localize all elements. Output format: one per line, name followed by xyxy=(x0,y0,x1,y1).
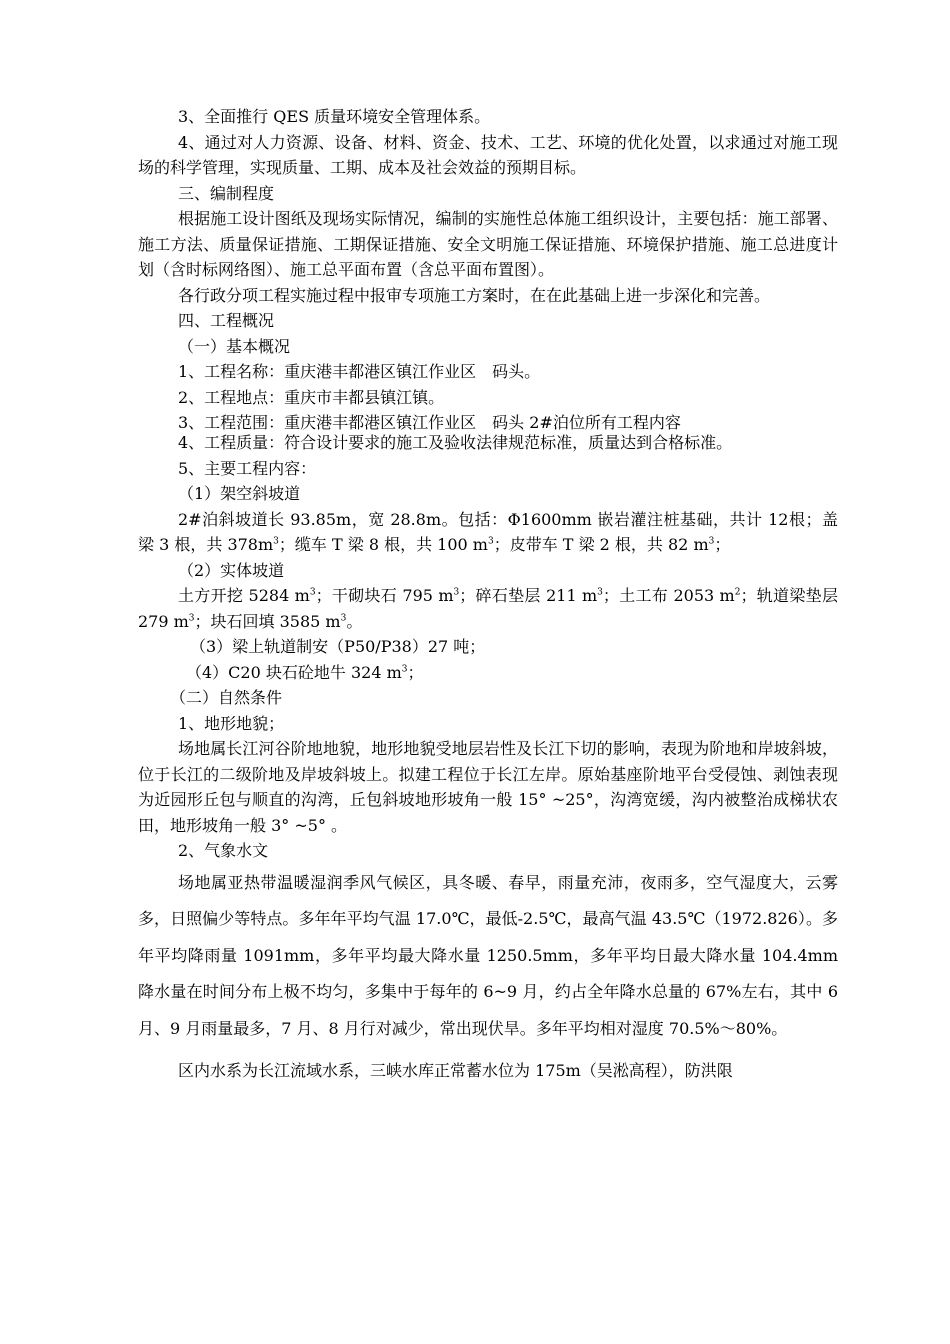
concrete-anchor: （4）C20 块石砼地牛 324 $m^3$； xyxy=(186,662,424,682)
main-works-heading: 5、主要工程内容： xyxy=(178,458,317,478)
heading-natural-conditions: （二）自然条件 xyxy=(170,688,283,707)
rail-installation: （3）梁上轨道制安（P50/P38）27 吨； xyxy=(190,637,486,656)
project-location: 2、工程地点：重庆市丰都县镇江镇。 xyxy=(178,387,445,407)
elevated-slope-content: 2#泊斜坡道长 93.85m，宽 28.8m。包括：Φ1600mm 嵌岩灌注桩基础，共计 12根；盖梁 3 根，共 $378m^3$；缆车 T 梁 8 根，共 100 $m^3$；皮带车 T 梁 2 根，共 82 $m^3$； xyxy=(138,509,838,554)
project-quality: 4、工程质量：符合设计要求的施工及验收法律规范标准，质量达到合格标准。 xyxy=(178,433,733,452)
solid-slope-content: 土方开挖 5284 $m^3$；干砌块石 795 $m^3$；碎石垫层 211 $m^3$；土工布 2053 $m^2$；轨道梁垫层 279 $m^3$；块石回填 3585 $m^3$。 xyxy=(138,586,838,631)
paragraph-hydrology: 区内水系为长江流域水系，三峡水库正常蓄水位为 175m（吴淞高程），防洪限 xyxy=(178,1061,733,1080)
paragraph-optimization: 4、通过对人力资源、设备、材料、资金、技术、工艺、环境的优化处置，以求通过对施工现场的科学管理，实现质量、工期、成本及社会效益的预期目标。 xyxy=(138,132,838,177)
paragraph-compilation-basis: 根据施工设计图纸及现场实际情况，编制的实施性总体施工组织设计，主要包括：施工部署、施工方法、质量保证措施、工期保证措施、安全文明施工保证措施、环境保护措施、施工总进度计划（含时标网络图）、施工总平面布置（含总平面布置图）。 xyxy=(138,209,838,279)
project-scope xyxy=(138,410,838,430)
heading-terrain: 1、地形地貌； xyxy=(178,713,285,733)
paragraph-climate: 场地属亚热带温暖湿润季风气候区，具冬暖、春早，雨量充沛，夜雨多，空气湿度大，云雾多，日照偏少等特点。多年年平均气温 17.0℃，最低-2.5℃，最高气温 43.5℃（1972.826）。多年平均降雨量 1091mm，多年平均最大降水量 1250.5mm，多年平均日最大降水量 104.4mm 降水量在时间分布上极不均匀，多集中于每年的 6~9 月，约占全年降水总量的 67%左右，其中 6 月、9 月雨量最多，7 月、8 月行对减少，常出现伏旱。多年平均相对湿度 70.5%～80%。 xyxy=(138,872,838,1038)
heading-climate: 2、气象水文 xyxy=(178,841,269,860)
heading-basic-overview: （一）基本概况 xyxy=(178,336,291,356)
solid-slope-heading: （2）实体坡道 xyxy=(178,560,285,580)
project-name: 1、工程名称：重庆港丰都港区镇江作业区 码头。 xyxy=(178,362,541,381)
heading-project-overview: 四、工程概况 xyxy=(178,311,275,330)
elevated-slope-heading: （1）架空斜坡道 xyxy=(178,484,301,503)
heading-compilation: 三、编制程度 xyxy=(178,183,275,203)
paragraph-terrain: 场地属长江河谷阶地地貌，地形地貌受地层岩性及长江下切的影响，表现为阶地和岸坡斜坡，位于长江的二级阶地及岸坡斜坡上。拟建工程位于长江左岸。原始基座阶地平台受侵蚀、剥蚀表现为近园形丘包与顺直的沟湾，丘包斜坡地形坡角一般 15° ~25°，沟湾宽缓，沟内被整治成梯状农田，地形坡角一般 3° ~5° 。 xyxy=(138,739,838,835)
project-scope-text: 3、工程范围：重庆港丰都港区镇江作业区 码头 2#泊位所有工程内容 xyxy=(178,413,681,430)
paragraph-special-plans: 各行政分项工程实施过程中报审专项施工方案时，在在此基础上进一步深化和完善。 xyxy=(178,285,771,305)
paragraph-qes: 3、全面推行 QES 质量环境安全管理体系。 xyxy=(178,107,491,126)
document-page xyxy=(138,104,838,1090)
